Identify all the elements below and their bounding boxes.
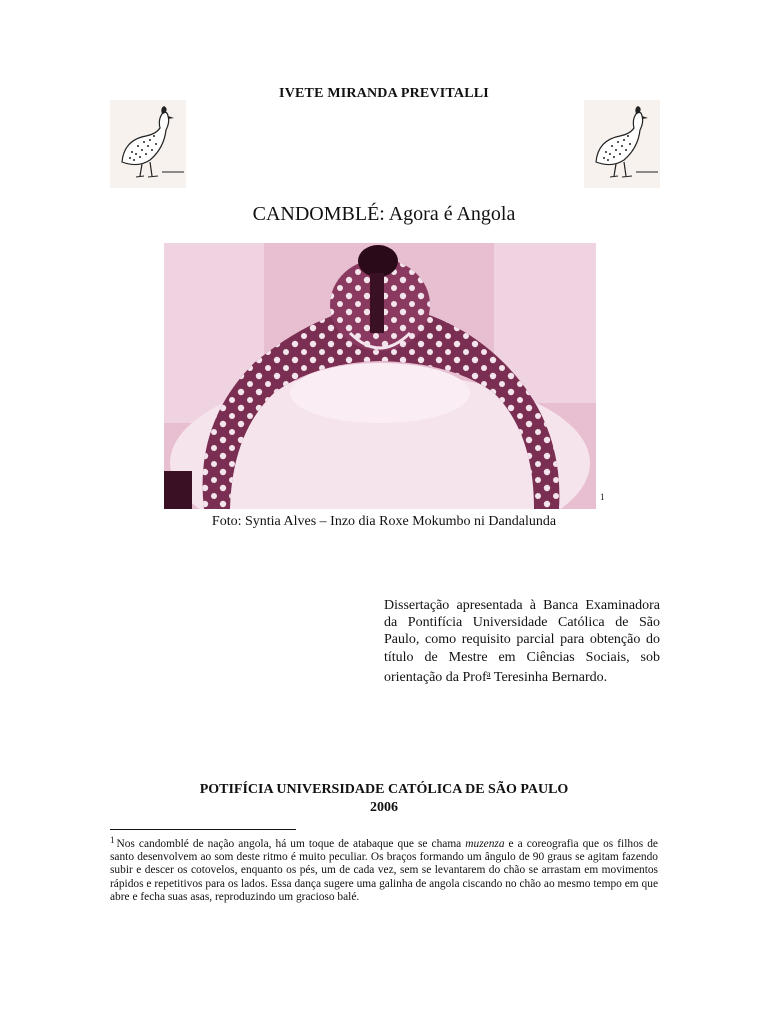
author-name: IVETE MIRANDA PREVITALLI bbox=[279, 86, 489, 101]
footnote-rule bbox=[110, 829, 296, 830]
institution-block bbox=[0, 781, 768, 817]
photo-caption: Foto: Syntia Alves – Inzo dia Roxe Mokumbo ni Dandalunda bbox=[211, 514, 557, 529]
dissertation-text: Dissertação apresentada à Banca Examinadora da Pontifícia Universidade Católica de São Paulo, como requisito parcial para obtenção do título de Mestre em Ciências Sociais, sob orientação da Prof bbox=[384, 598, 660, 685]
dissertation-statement bbox=[384, 597, 660, 686]
document-title: CANDOMBLÉ: Agora é Angola bbox=[252, 203, 516, 225]
institution-name: POTIFÍCIA UNIVERSIDADE CATÓLICA DE SÃO PAULO bbox=[199, 782, 569, 797]
footnote-text-after: e a coreografia que os filhos de santo desenvolvem ao som deste ritmo é muito peculiar. Os braços formando um ângulo de 90 graus se agitam fazendo subir e descer os cotovelos, enquanto os pés, um de cada vez, sem se levantarem do chão se arrastam em movimentos rápidos e repetitivos para os lados. Essa dança sugere uma galinha de angola ciscando no chão ao mesmo tempo em que abre e fecha suas asas, reproduzindo um gracioso balé. bbox=[110, 838, 658, 903]
ordinal-marker: a bbox=[486, 668, 491, 679]
footnote bbox=[110, 834, 658, 904]
dancer-photo bbox=[164, 243, 596, 509]
institution-year: 2006 bbox=[370, 800, 398, 815]
photo-footnote-marker: 1 bbox=[600, 492, 605, 502]
footnote-emphasis: muzenza bbox=[465, 838, 505, 850]
guinea-fowl-icon bbox=[110, 100, 186, 188]
footnote-text-before: Nos candomblé de nação angola, há um toque de atabaque que se chama bbox=[116, 838, 466, 850]
guinea-fowl-icon-right bbox=[584, 100, 660, 188]
advisor-name: Teresinha Bernardo. bbox=[490, 669, 608, 685]
footnote-number: 1 bbox=[110, 835, 115, 845]
